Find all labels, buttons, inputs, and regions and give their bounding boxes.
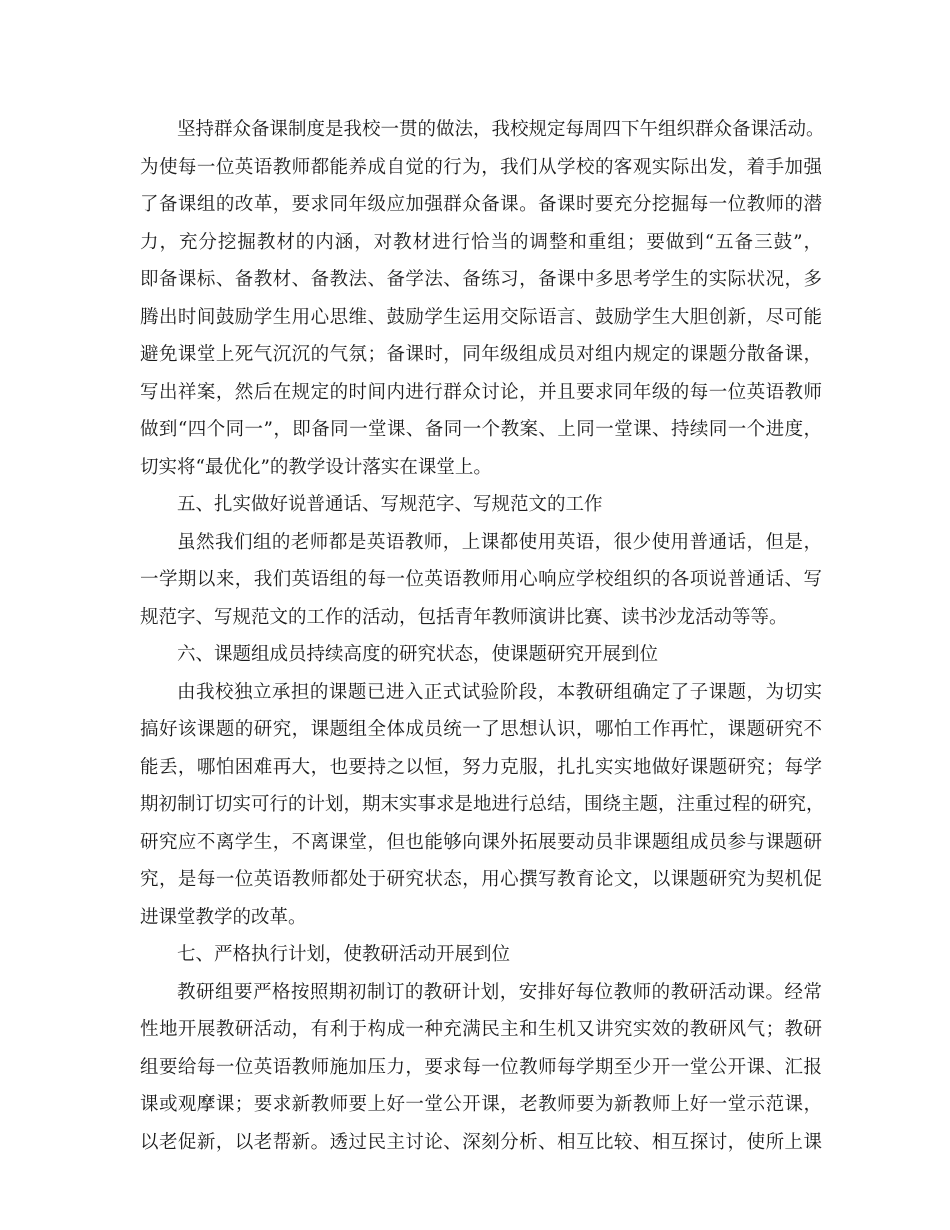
paragraph-line: 究，是每一位英语教师都处于研究状态，用心撰写教育论文，以课题研究为契机促 <box>140 869 822 890</box>
paragraph-line: 写出祥案，然后在规定的时间内进行群众讨论，并且要求同年级的每一位英语教师 <box>140 382 822 403</box>
paragraph-line: 以老促新，以老帮新。透过民主讨论、深刻分析、相互比较、相互探讨，使所上课 <box>140 1132 822 1153</box>
paragraph-line: 进课堂教学的改革。 <box>140 907 307 928</box>
paragraph-line: 虽然我们组的老师都是英语教师，上课都使用英语，很少使用普通话，但是， <box>177 532 822 553</box>
paragraph-line: 能丢，哪怕困难再大，也要持之以恒，努力克服，扎扎实实地做好课题研究；每学 <box>140 757 822 778</box>
paragraph-line: 研究应不离学生，不离课堂，但也能够向课外拓展要动员非课题组成员参与课题研 <box>140 832 822 853</box>
paragraph-line: 教研组要严格按照期初制订的教研计划，安排好每位教师的教研活动课。经常 <box>177 982 822 1003</box>
paragraph-line: 规范字、写规范文的工作的活动，包括青年教师演讲比赛、读书沙龙活动等等。 <box>140 607 788 628</box>
paragraph-line: 为使每一位英语教师都能养成自觉的行为，我们从学校的客观实际出发，着手加强 <box>140 157 822 178</box>
section-heading: 七、严格执行计划，使教研活动开展到位 <box>177 944 511 965</box>
paragraph-line: 一学期以来，我们英语组的每一位英语教师用心响应学校组织的各项说普通话、写 <box>140 569 822 590</box>
paragraph-line: 力，充分挖掘教材的内涵，对教材进行恰当的调整和重组；要做到“五备三鼓”， <box>140 232 822 253</box>
paragraph-line: 组要给每一位英语教师施加压力，要求每一位教师每学期至少开一堂公开课、汇报 <box>140 1057 822 1078</box>
paragraph-line: 坚持群众备课制度是我校一贯的做法，我校规定每周四下午组织群众备课活动。 <box>177 119 825 140</box>
paragraph-line: 期初制订切实可行的计划，期末实事求是地进行总结，围绕主题，注重过程的研究， <box>140 794 825 815</box>
paragraph-line: 做到“四个同一”，即备同一堂课、备同一个教案、上同一堂课、持续同一个进度， <box>140 419 822 440</box>
paragraph-line: 由我校独立承担的课题已进入正式试验阶段，本教研组确定了子课题，为切实 <box>177 682 822 703</box>
paragraph-line: 腾出时间鼓励学生用心思维、鼓励学生运用交际语言、鼓励学生大胆创新，尽可能 <box>140 307 822 328</box>
paragraph-line: 切实将“最优化”的教学设计落实在课堂上。 <box>140 457 492 478</box>
paragraph-line: 了备课组的改革，要求同年级应加强群众备课。备课时要充分挖掘每一位教师的潜 <box>140 194 822 215</box>
section-heading: 五、扎实做好说普通话、写规范字、写规范文的工作 <box>177 494 603 515</box>
paragraph-line: 避免课堂上死气沉沉的气氛；备课时，同年级组成员对组内规定的课题分散备课， <box>140 344 822 365</box>
section-heading: 六、课题组成员持续高度的研究状态，使课题研究开展到位 <box>177 644 659 665</box>
paragraph-line: 课或观摩课；要求新教师要上好一堂公开课，老教师要为新教师上好一堂示范课， <box>140 1094 822 1115</box>
paragraph-line: 即备课标、备教材、备教法、备学法、备练习，备课中多思考学生的实际状况，多 <box>140 269 822 290</box>
paragraph-line: 性地开展教研活动，有利于构成一种充满民主和生机又讲究实效的教研风气；教研 <box>140 1019 822 1040</box>
paragraph-line: 搞好该课题的研究，课题组全体成员统一了思想认识，哪怕工作再忙，课题研究不 <box>140 719 822 740</box>
